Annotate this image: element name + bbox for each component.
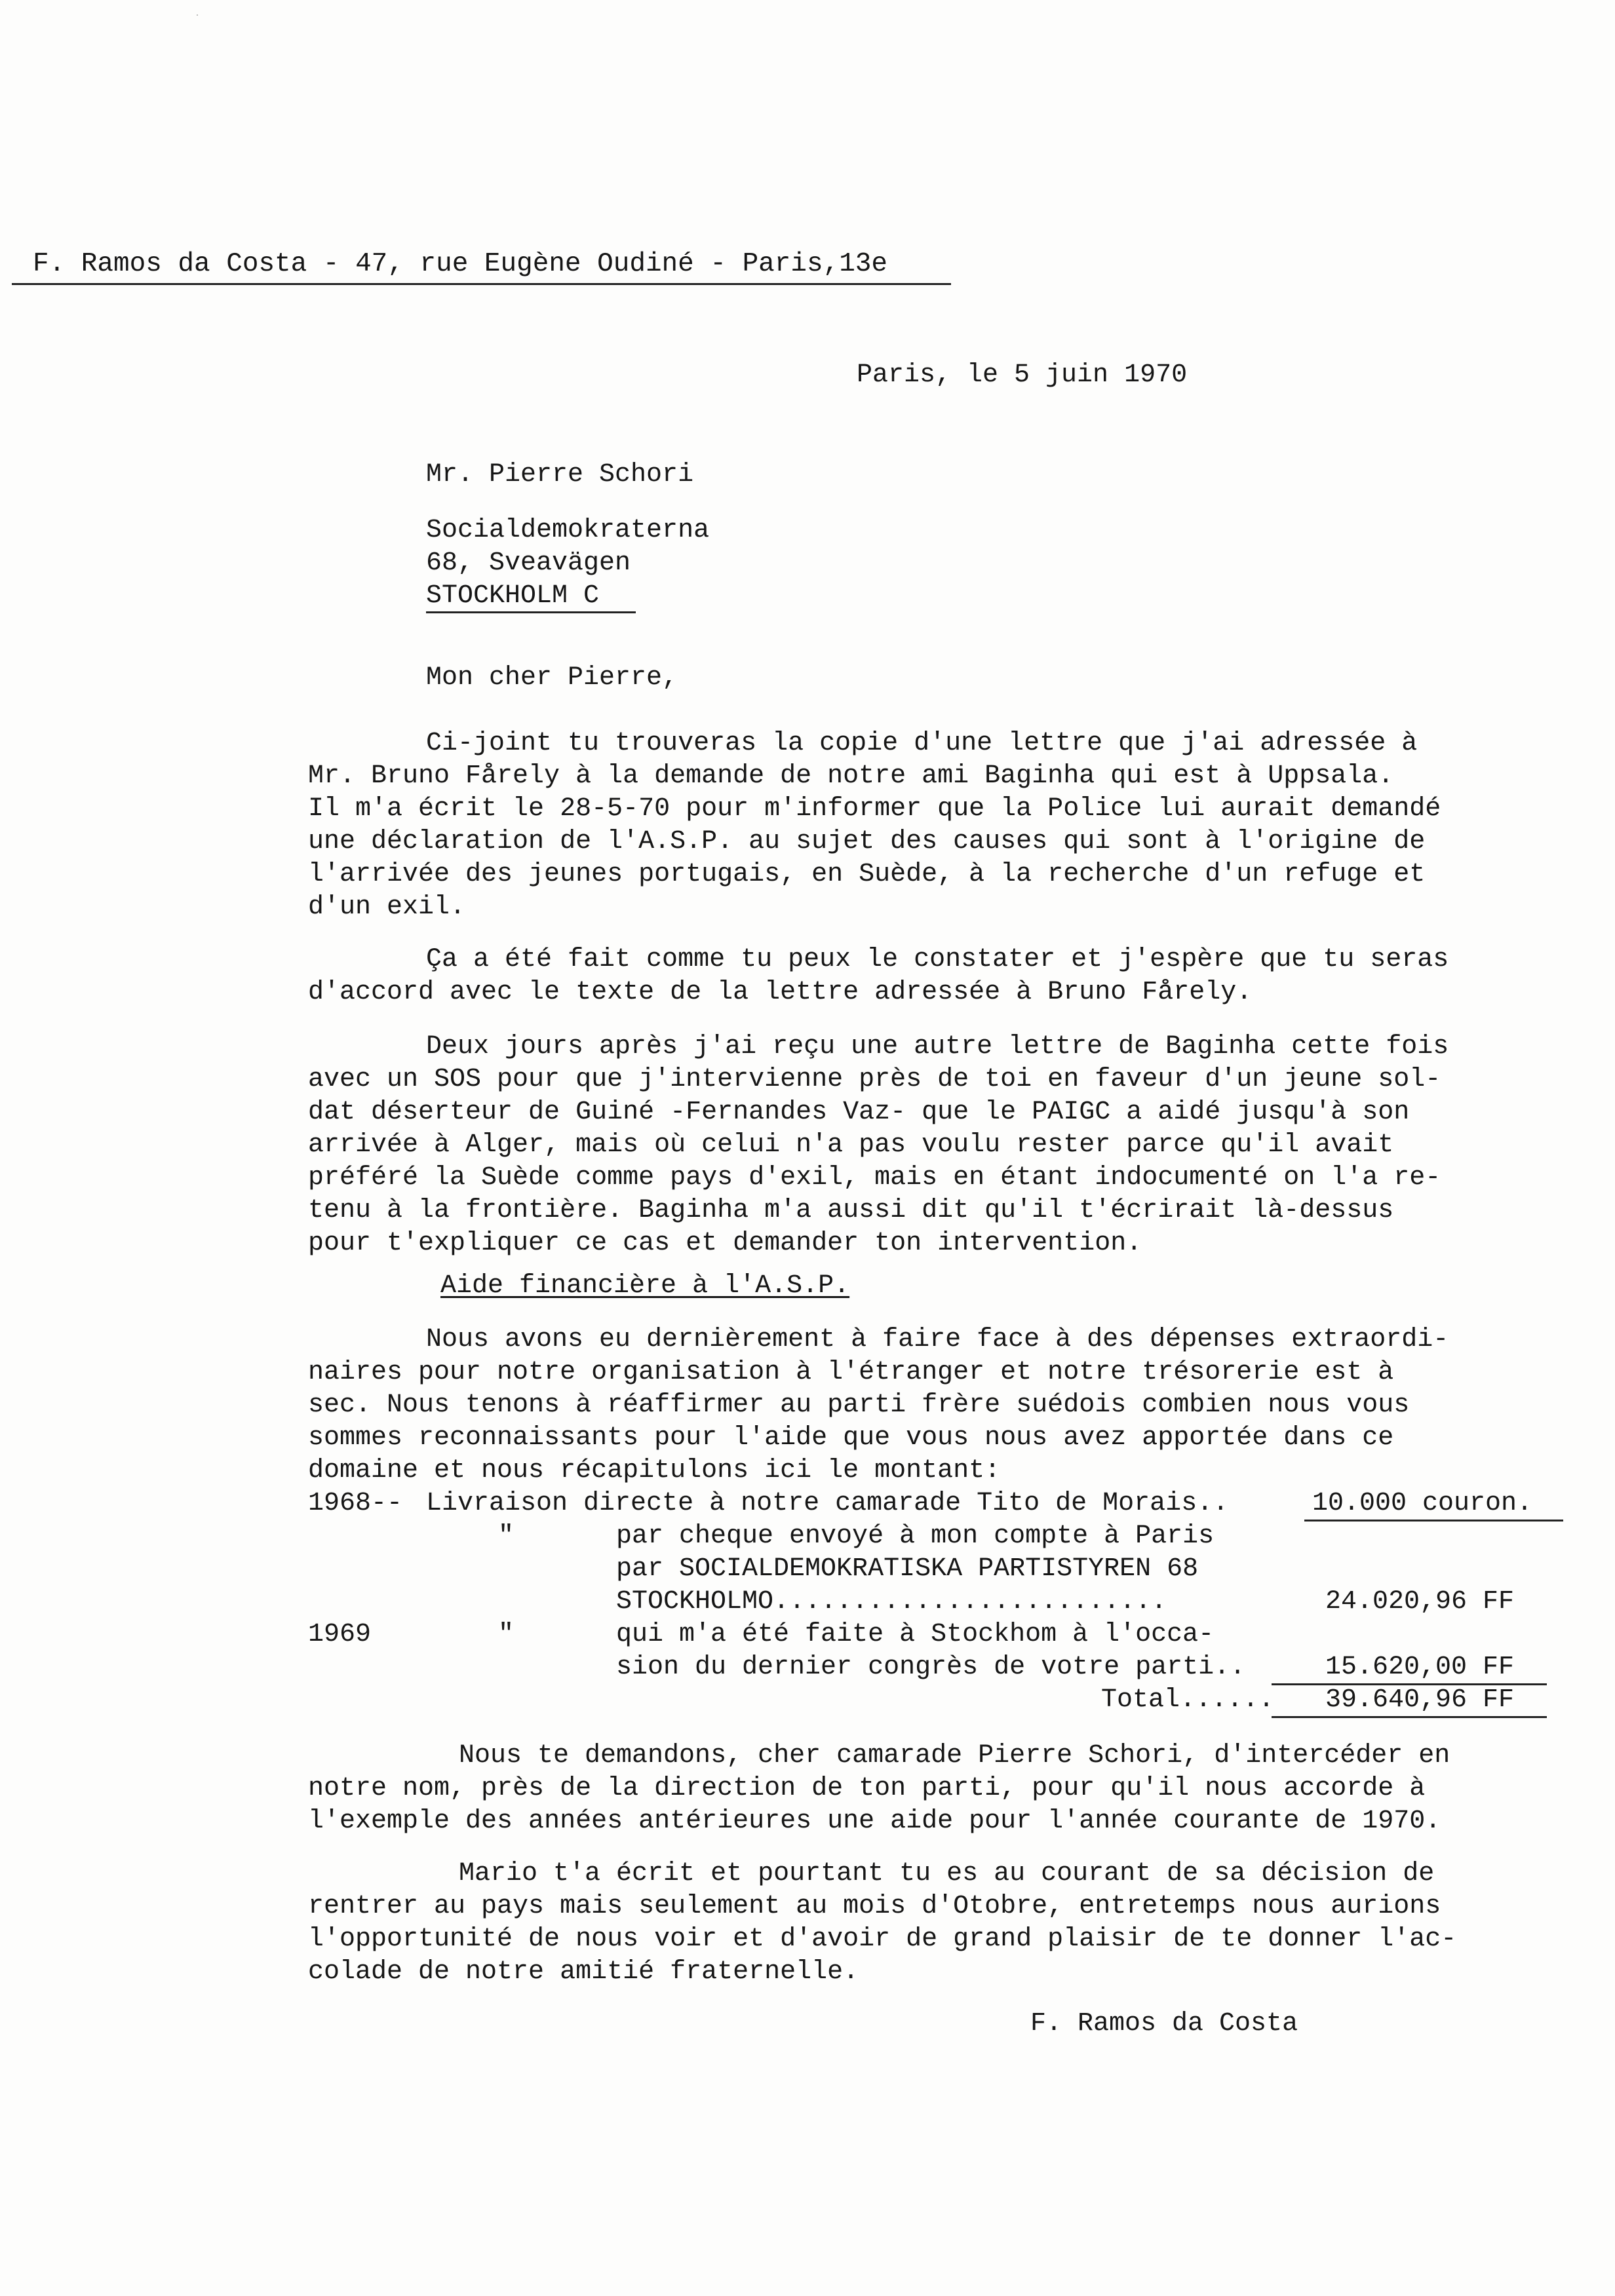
paragraph-line: Ça a été fait comme tu peux le constater et j'espère que tu seras [426,945,1449,974]
paragraph-line: domaine et nous récapitulons ici le montant: [308,1456,1001,1485]
paragraph-line: Deux jours après j'ai reçu une autre lettre de Baginha cette fois [426,1032,1449,1062]
letterhead: F. Ramos da Costa - 47, rue Eugène Oudiné - Paris,13e [33,249,888,279]
signature: F. Ramos da Costa [1030,2009,1298,2038]
financial-line: Livraison directe à notre camarade Tito de Morais.. [426,1489,1229,1518]
financial-amount: 10.000 couron. [1312,1489,1533,1518]
paragraph-line: sec. Nous tenons à réaffirmer au parti frère suédois combien nous vous [308,1390,1410,1420]
recipient-street: 68, Sveavägen [426,548,631,578]
financial-line: STOCKHOLMO......................... [616,1587,1167,1617]
paragraph-line: Il m'a écrit le 28-5-70 pour m'informer que la Police lui aurait demandé [308,794,1441,824]
ditto-mark: " [498,1521,515,1551]
year-1969: 1969 [308,1620,372,1649]
ditto-mark: " [498,1620,515,1649]
salutation: Mon cher Pierre, [426,663,678,693]
dateline: Paris, le 5 juin 1970 [857,360,1188,390]
paragraph-line: avec un SOS pour que j'intervienne près de toi en faveur d'un jeune sol- [308,1065,1441,1094]
financial-line: sion du dernier congrès de votre parti.. [616,1653,1246,1682]
city-underline [426,611,636,613]
paragraph-line: l'arrivée des jeunes portugais, en Suède, à la recherche d'un refuge et [308,860,1426,889]
paragraph-line: colade de notre amitié fraternelle. [308,1957,859,1987]
paragraph-line: tenu à la frontière. Baginha m'a aussi dit qu'il t'écrirait là-dessus [308,1196,1394,1225]
paragraph-line: notre nom, près de la direction de ton parti, pour qu'il nous accorde à [308,1774,1426,1803]
financial-line: par cheque envoyé à mon compte à Paris [616,1521,1215,1551]
paragraph-line: Ci-joint tu trouveras la copie d'une lettre que j'ai adressée à [426,729,1418,758]
recipient-city: STOCKHOLM C [426,581,600,611]
paragraph-line: arrivée à Alger, mais où celui n'a pas voulu rester parce qu'il avait [308,1130,1394,1160]
financial-line: par SOCIALDEMOKRATISKA PARTISTYREN 68 [616,1554,1199,1584]
letterhead-underline [12,283,951,285]
paragraph-line: dat déserteur de Guiné -Fernandes Vaz- que le PAIGC a aidé jusqu'à son [308,1098,1410,1127]
paragraph-line: d'accord avec le texte de la lettre adressée à Bruno Fårely. [308,978,1253,1007]
paragraph-line: l'exemple des années antérieures une aide pour l'année courante de 1970. [308,1807,1441,1836]
scan-speck [197,14,198,16]
paragraph-line: pour t'expliquer ce cas et demander ton intervention. [308,1229,1142,1258]
amount-underline [1304,1520,1563,1521]
paragraph-line: une déclaration de l'A.S.P. au sujet des causes qui sont à l'origine de [308,827,1426,856]
financial-amount: 24.020,96 FF [1325,1587,1515,1617]
paragraph-line: sommes reconnaissants pour l'aide que vous nous avez apportée dans ce [308,1423,1394,1453]
paragraph-line: Mr. Bruno Fårely à la demande de notre ami Baginha qui est à Uppsala. [308,761,1394,791]
financial-line: qui m'a été faite à Stockhom à l'occa- [616,1620,1215,1649]
paragraph-line: d'un exil. [308,892,466,922]
recipient-name: Mr. Pierre Schori [426,460,694,489]
financial-amount: 15.620,00 FF [1325,1653,1515,1682]
recipient-organization: Socialdemokraterna [426,516,710,545]
paragraph-line: l'opportunité de nous voir et d'avoir de grand plaisir de te donner l'ac- [308,1924,1457,1954]
section-heading: Aide financière à l'A.S.P. [440,1271,850,1301]
paragraph-line: Mario t'a écrit et pourtant tu es au courant de sa décision de [459,1859,1435,1888]
paragraph-line: naires pour notre organisation à l'étranger et notre trésorerie est à [308,1358,1394,1387]
paragraph-line: Nous avons eu dernièrement à faire face à des dépenses extraordi- [426,1325,1449,1354]
paragraph-line: Nous te demandons, cher camarade Pierre Schori, d'intercéder en [459,1741,1450,1770]
total-underline [1272,1716,1547,1718]
paragraph-line: rentrer au pays mais seulement au mois d'Otobre, entretemps nous aurions [308,1892,1441,1921]
total-amount: 39.640,96 FF [1325,1685,1515,1715]
year-1968: 1968-- [308,1489,403,1518]
paragraph-line: préféré la Suède comme pays d'exil, mais en étant indocumenté on l'a re- [308,1163,1441,1193]
total-label: Total...... [1101,1685,1275,1715]
